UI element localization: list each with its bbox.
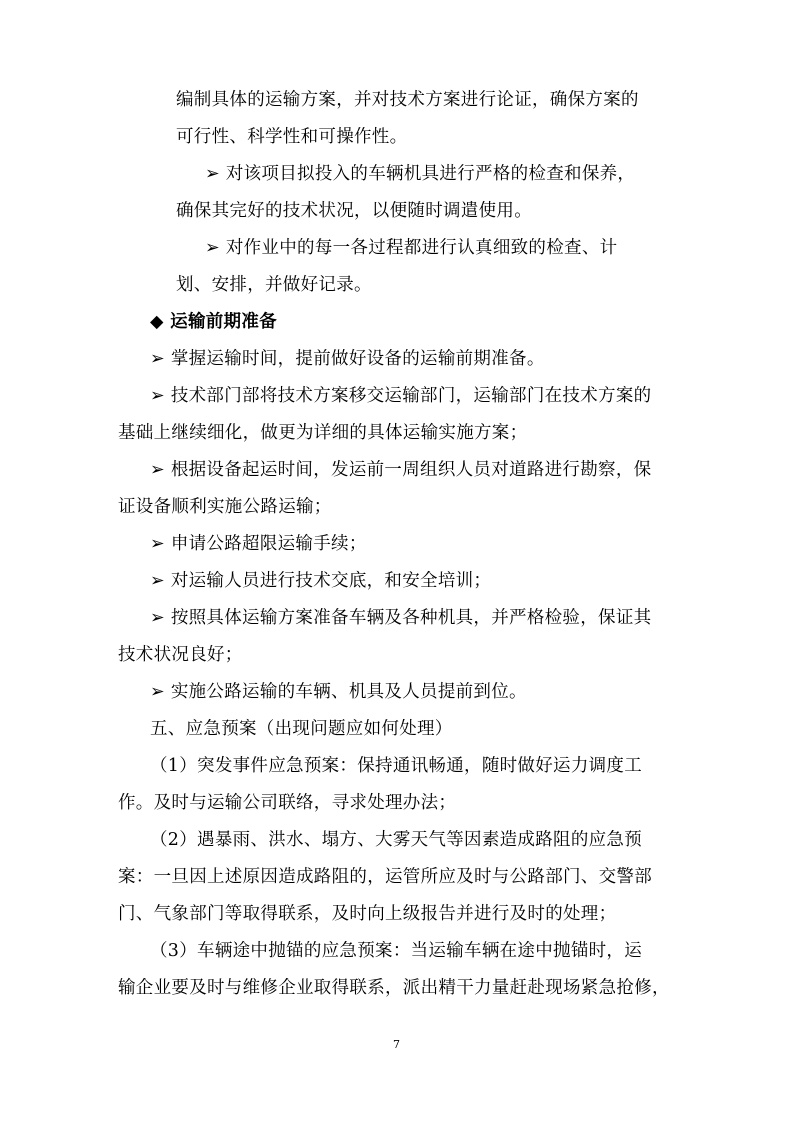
text-line: （1）突发事件应急预案：保持通讯畅通，随时做好运力调度工 [150, 756, 643, 776]
text-line: 案：一旦因上述原因造成路阻的，运管所应及时与公路部门、交警部 [118, 867, 652, 887]
text-line: ➢ 对作业中的每一各过程都进行认真细致的检查、计 [205, 238, 618, 258]
text-line: ➢ 对该项目拟投入的车辆机具进行严格的检查和保养， [205, 164, 636, 184]
text-line: ➢ 实施公路运输的车辆、机具及人员提前到位。 [150, 682, 527, 702]
section-heading: ◆ 运输前期准备 [150, 312, 277, 332]
text-line: ➢ 根据设备起运时间，发运前一周组织人员对道路进行勘察，保 [150, 460, 652, 480]
text-line: ➢ 申请公路超限运输手续； [150, 534, 367, 554]
text-line: ➢ 掌握运输时间，提前做好设备的运输前期准备。 [150, 349, 545, 369]
text-line: 基础上继续细化，做更为详细的具体运输实施方案； [118, 423, 528, 443]
text-line: 编制具体的运输方案，并对技术方案进行论证，确保方案的 [176, 90, 639, 110]
text-line: 划、安排，并做好记录。 [176, 275, 372, 295]
text-line: （2）遇暴雨、洪水、塌方、大雾天气等因素造成路阻的应急预 [150, 830, 643, 850]
text-line: 作。及时与运输公司联络，寻求处理办法； [118, 793, 457, 813]
text-line: （3）车辆途中抛锚的应急预案：当运输车辆在途中抛锚时，运 [150, 941, 643, 961]
text-line: 输企业要及时与维修企业取得联系，派出精干力量赶赴现场紧急抢修， [118, 978, 670, 998]
page-number: 7 [393, 1038, 400, 1051]
text-line: ➢ 对运输人员进行技术交底，和安全培训； [150, 571, 492, 591]
text-line: 确保其完好的技术状况，以便随时调遣使用。 [176, 201, 532, 221]
text-line: ➢ 按照具体运输方案准备车辆及各种机具，并严格检验，保证其 [150, 608, 652, 628]
text-line: 可行性、科学性和可操作性。 [176, 127, 408, 147]
text-line: 技术状况良好； [118, 645, 243, 665]
text-line: 证设备顺利实施公路运输； [118, 497, 332, 517]
text-line: 门、气象部门等取得联系，及时向上级报告并进行及时的处理； [118, 904, 617, 924]
text-line: 五、应急预案（出现问题应如何处理） [150, 719, 453, 739]
text-line: ➢ 技术部门部将技术方案移交运输部门，运输部门在技术方案的 [150, 386, 652, 406]
